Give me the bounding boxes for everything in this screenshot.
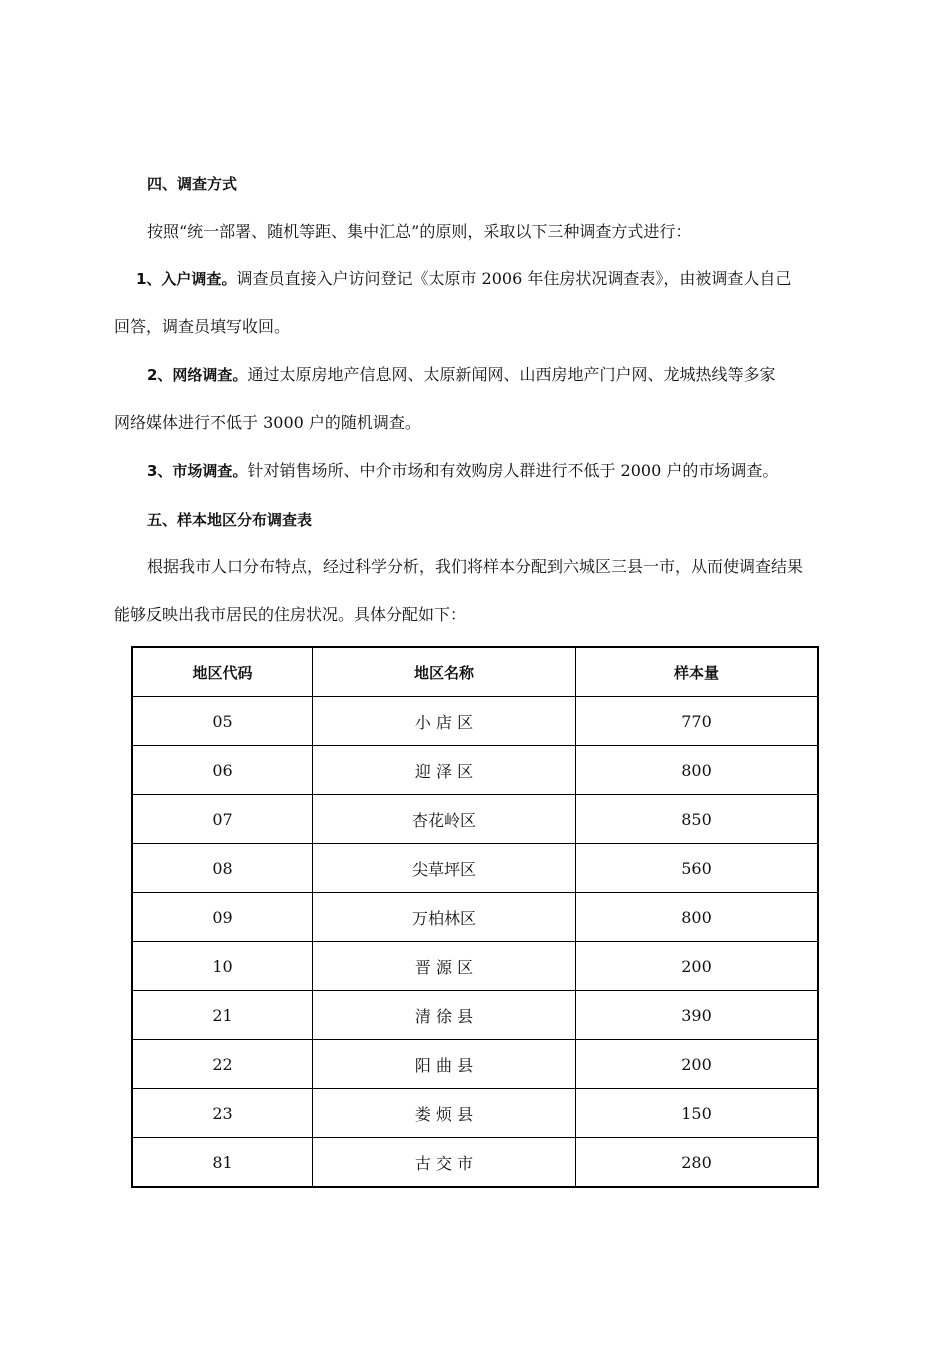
cell-sample-size: 800 xyxy=(576,893,819,942)
table-row xyxy=(132,844,818,893)
cell-sample-size: 200 xyxy=(576,1040,819,1089)
table-row xyxy=(132,697,818,746)
table-row xyxy=(132,1138,818,1188)
cell-area-code: 81 xyxy=(132,1138,313,1188)
table-row xyxy=(132,893,818,942)
table-row xyxy=(132,795,818,844)
sample-distribution-paragraph-line2: 能够反映出我市居民的住房状况。具体分配如下： xyxy=(114,605,467,624)
cell-area-code: 10 xyxy=(132,942,313,991)
sample-distribution-paragraph-line1: 根据我市人口分布特点，经过科学分析，我们将样本分配到六城区三县一市，从而使调查结果 xyxy=(147,557,804,576)
header-area-code: 地区代码 xyxy=(132,647,313,697)
cell-area-code: 08 xyxy=(132,844,313,893)
cell-area-name: 清 徐 县 xyxy=(313,991,576,1040)
cell-area-code: 07 xyxy=(132,795,313,844)
cell-area-name: 杏花岭区 xyxy=(313,795,576,844)
method-item-3 xyxy=(147,461,778,481)
cell-area-code: 09 xyxy=(132,893,313,942)
method-item-2 xyxy=(147,365,775,385)
cell-area-code: 23 xyxy=(132,1089,313,1138)
method-item-2-continued: 网络媒体进行不低于 3000 户的随机调查。 xyxy=(114,413,421,432)
section-heading-survey-methods: 四、调查方式 xyxy=(147,175,238,193)
table-row xyxy=(132,1089,818,1138)
cell-area-name: 迎 泽 区 xyxy=(313,746,576,795)
method-item-1-continued: 回答，调查员填写收回。 xyxy=(114,317,291,336)
method-item-1-text: 调查员直接入户访问登记《太原市 2006 年住房状况调查表》，由被调查人自己 xyxy=(236,269,792,288)
cell-area-code: 21 xyxy=(132,991,313,1040)
cell-sample-size: 150 xyxy=(576,1089,819,1138)
cell-area-name: 万柏林区 xyxy=(313,893,576,942)
method-item-3-label: 3、市场调查。 xyxy=(147,462,248,480)
method-item-1-label: 1、入户调查。 xyxy=(136,270,237,288)
cell-area-code: 22 xyxy=(132,1040,313,1089)
cell-sample-size: 800 xyxy=(576,746,819,795)
cell-area-name: 尖草坪区 xyxy=(313,844,576,893)
header-sample-size: 样本量 xyxy=(576,647,819,697)
sample-distribution-table xyxy=(131,646,819,1188)
cell-area-name: 娄 烦 县 xyxy=(313,1089,576,1138)
method-item-2-label: 2、网络调查。 xyxy=(147,366,248,384)
cell-area-name: 晋 源 区 xyxy=(313,942,576,991)
cell-sample-size: 560 xyxy=(576,844,819,893)
cell-sample-size: 390 xyxy=(576,991,819,1040)
method-item-3-text: 针对销售场所、中介市场和有效购房人群进行不低于 2000 户的市场调查。 xyxy=(247,461,779,480)
cell-area-code: 06 xyxy=(132,746,313,795)
header-area-name: 地区名称 xyxy=(313,647,576,697)
table-row xyxy=(132,991,818,1040)
cell-sample-size: 850 xyxy=(576,795,819,844)
table-header-row xyxy=(132,647,818,697)
cell-area-name: 阳 曲 县 xyxy=(313,1040,576,1089)
section-heading-sample-distribution: 五、样本地区分布调查表 xyxy=(147,511,313,529)
table-row xyxy=(132,746,818,795)
method-item-1 xyxy=(136,269,791,289)
cell-sample-size: 770 xyxy=(576,697,819,746)
cell-sample-size: 200 xyxy=(576,942,819,991)
cell-sample-size: 280 xyxy=(576,1138,819,1188)
cell-area-code: 05 xyxy=(132,697,313,746)
method-item-2-text: 通过太原房地产信息网、太原新闻网、山西房地产门户网、龙城热线等多家 xyxy=(247,365,776,384)
survey-methods-intro: 按照“统一部署、随机等距、集中汇总”的原则，采取以下三种调查方式进行： xyxy=(147,222,692,241)
cell-area-name: 古 交 市 xyxy=(313,1138,576,1188)
table-row xyxy=(132,942,818,991)
table-row xyxy=(132,1040,818,1089)
cell-area-name: 小 店 区 xyxy=(313,697,576,746)
